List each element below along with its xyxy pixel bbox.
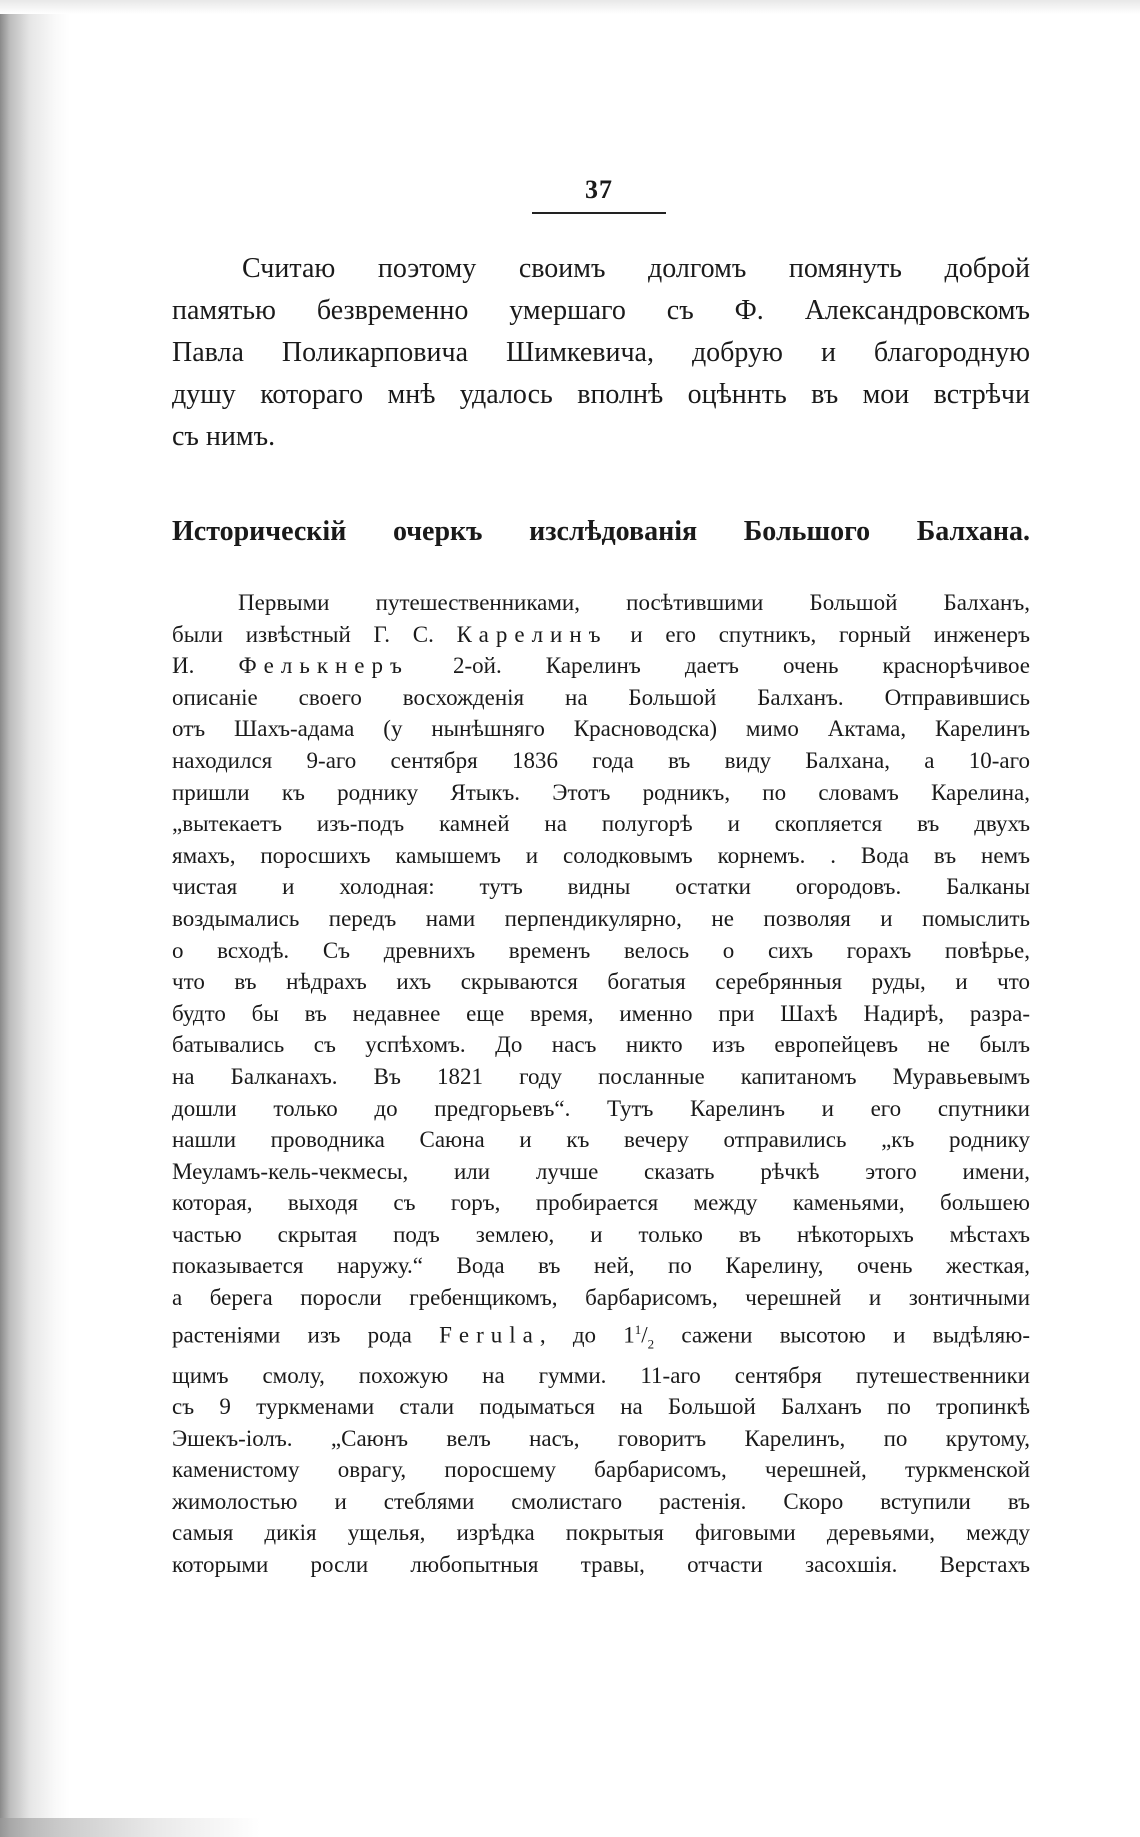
text-run: были извѣстный Г. С. — [172, 621, 434, 647]
text-line: Первыми путешественниками, посѣтившими Большой Балханъ, — [238, 590, 1030, 615]
text-run: , до 1 — [539, 1322, 635, 1348]
text-line: о всходѣ. Съ древнихъ временъ велось о сихъ горахъ повѣрье, — [172, 937, 1030, 963]
text-line: отъ Шахъ-адама (у нынѣшняго Красноводска) мимо Актама, Карелинъ — [172, 716, 1030, 742]
text-line: жимолостью и стеблями смолистаго растенія. Скоро вступили въ — [172, 1488, 1030, 1514]
spaced-name: Карелинъ — [456, 621, 608, 647]
scan-shadow-left — [0, 0, 70, 1837]
text-line: Меуламъ-кель-чекмесы, или лучше сказать рѣчкѣ этого имени, — [172, 1158, 1030, 1184]
section-heading: Историческій очеркъ изслѣдованія Большого Балхана. — [172, 516, 1030, 547]
page-number-rule — [532, 212, 666, 214]
text-line: на Балканахъ. Въ 1821 году посланные капитаномъ Муравьевымъ — [172, 1063, 1030, 1089]
text-run: 2-ой. Карелинъ даетъ очень краснорѣчивое — [453, 653, 1031, 679]
text-line — [172, 650, 1030, 682]
text-line: показывается наружу.“ Вода въ ней, по Карелину, очень жесткая, — [172, 1253, 1030, 1279]
text-line: что въ нѣдрахъ ихъ скрываются богатыя серебрянныя руды, и что — [172, 969, 1030, 995]
section-body — [172, 587, 1030, 1581]
text-line: памятью безвременно умершаго съ Ф. Александровскомъ — [172, 295, 1030, 326]
text-line: растеніями изъ рода Ferula, до $1^1/_2$ сажени высотою и выдѣляю- — [172, 1321, 1030, 1351]
text-run: сажени высотою и выдѣляю- — [681, 1322, 1030, 1348]
text-line: душу котораго мнѣ удалось вполнѣ оцѣннть въ мои встрѣчи — [172, 379, 1030, 410]
text-line: находился 9-аго сентября 1836 года въ виду Балхана, а 10-аго — [172, 747, 1030, 773]
text-line: чистая и холодная: тутъ видны остатки огородовъ. Балканы — [172, 874, 1030, 900]
text-line: частью скрытая подъ землею, и только въ нѣкоторыхъ мѣстахъ — [172, 1221, 1030, 1247]
text-line: батывались съ успѣхомъ. До насъ никто изъ европейцевъ не былъ — [172, 1032, 1030, 1058]
text-line: самыя дикія ущелья, изрѣдка покрытыя фиговыми деревьями, между — [172, 1520, 1030, 1546]
text-line: которыми росли любопытныя травы, отчасти засохшія. Верстахъ — [172, 1552, 1030, 1578]
text-line: каменистому оврагу, поросшему барбарисомъ, черешней, туркменской — [172, 1457, 1030, 1483]
text-line: съ нимъ. — [172, 421, 276, 452]
text-line: дошли только до предгорьевъ“. Тутъ Карелинъ и его спутники — [172, 1095, 1030, 1121]
scan-shadow-top — [0, 0, 1140, 14]
text-line: Павла Поликарповича Шимкевича, добрую и благородную — [172, 337, 1030, 368]
text-line: пришли къ роднику Ятыкъ. Этотъ родникъ, по словамъ Карелина, — [172, 779, 1030, 805]
text-line: Эшекъ-іолъ. „Саюнъ велъ насъ, говоритъ Карелинъ, по крутому, — [172, 1425, 1030, 1451]
text-line: а берега поросли гребенщикомъ, барбарисомъ, черешней и зонтичными — [172, 1285, 1030, 1311]
intro-paragraph — [172, 248, 1030, 458]
text-line: описаніе своего восхожденія на Большой Балханъ. Отправившись — [172, 684, 1030, 710]
text-run: растеніями изъ рода — [172, 1322, 412, 1348]
text-run: И. — [172, 653, 195, 679]
text-line: Считаю поэтому своимъ долгомъ помянуть доброй — [242, 253, 1030, 284]
genus-name: Ferula — [439, 1322, 540, 1348]
spaced-name: Фелькнеръ — [238, 653, 409, 679]
text-line: нашли проводника Саюна и къ вечеру отправились „къ роднику — [172, 1127, 1030, 1153]
text-run: и его спутникъ, горный инженеръ — [630, 621, 1031, 647]
text-line: съ 9 туркменами стали подыматься на Большой Балханъ по тропинкѣ — [172, 1394, 1030, 1420]
text-line: щимъ смолу, похожую на гумми. 11-аго сентября путешественники — [172, 1362, 1030, 1388]
text-line: „вытекаетъ изъ-подъ камней на полугорѣ и скопляется въ двухъ — [172, 811, 1030, 837]
text-line: ямахъ, поросшихъ камышемъ и солодковымъ корнемъ. . Вода въ немъ — [172, 842, 1030, 868]
text-line: будто бы въ недавнее еще время, именно при Шахѣ Надирѣ, разра- — [172, 1000, 1030, 1026]
fraction-numerator: 1 — [634, 1321, 642, 1337]
fraction-denominator: 2 — [647, 1335, 655, 1351]
text-line — [172, 619, 1030, 651]
text-line: воздымались передъ нами перпендикулярно, не позволяя и помыслить — [172, 905, 1030, 931]
scan-shadow-bottom — [0, 1818, 260, 1837]
page-number: 37 — [585, 175, 613, 204]
text-line: которая, выходя съ горъ, пробирается между каменьями, большею — [172, 1190, 1030, 1216]
